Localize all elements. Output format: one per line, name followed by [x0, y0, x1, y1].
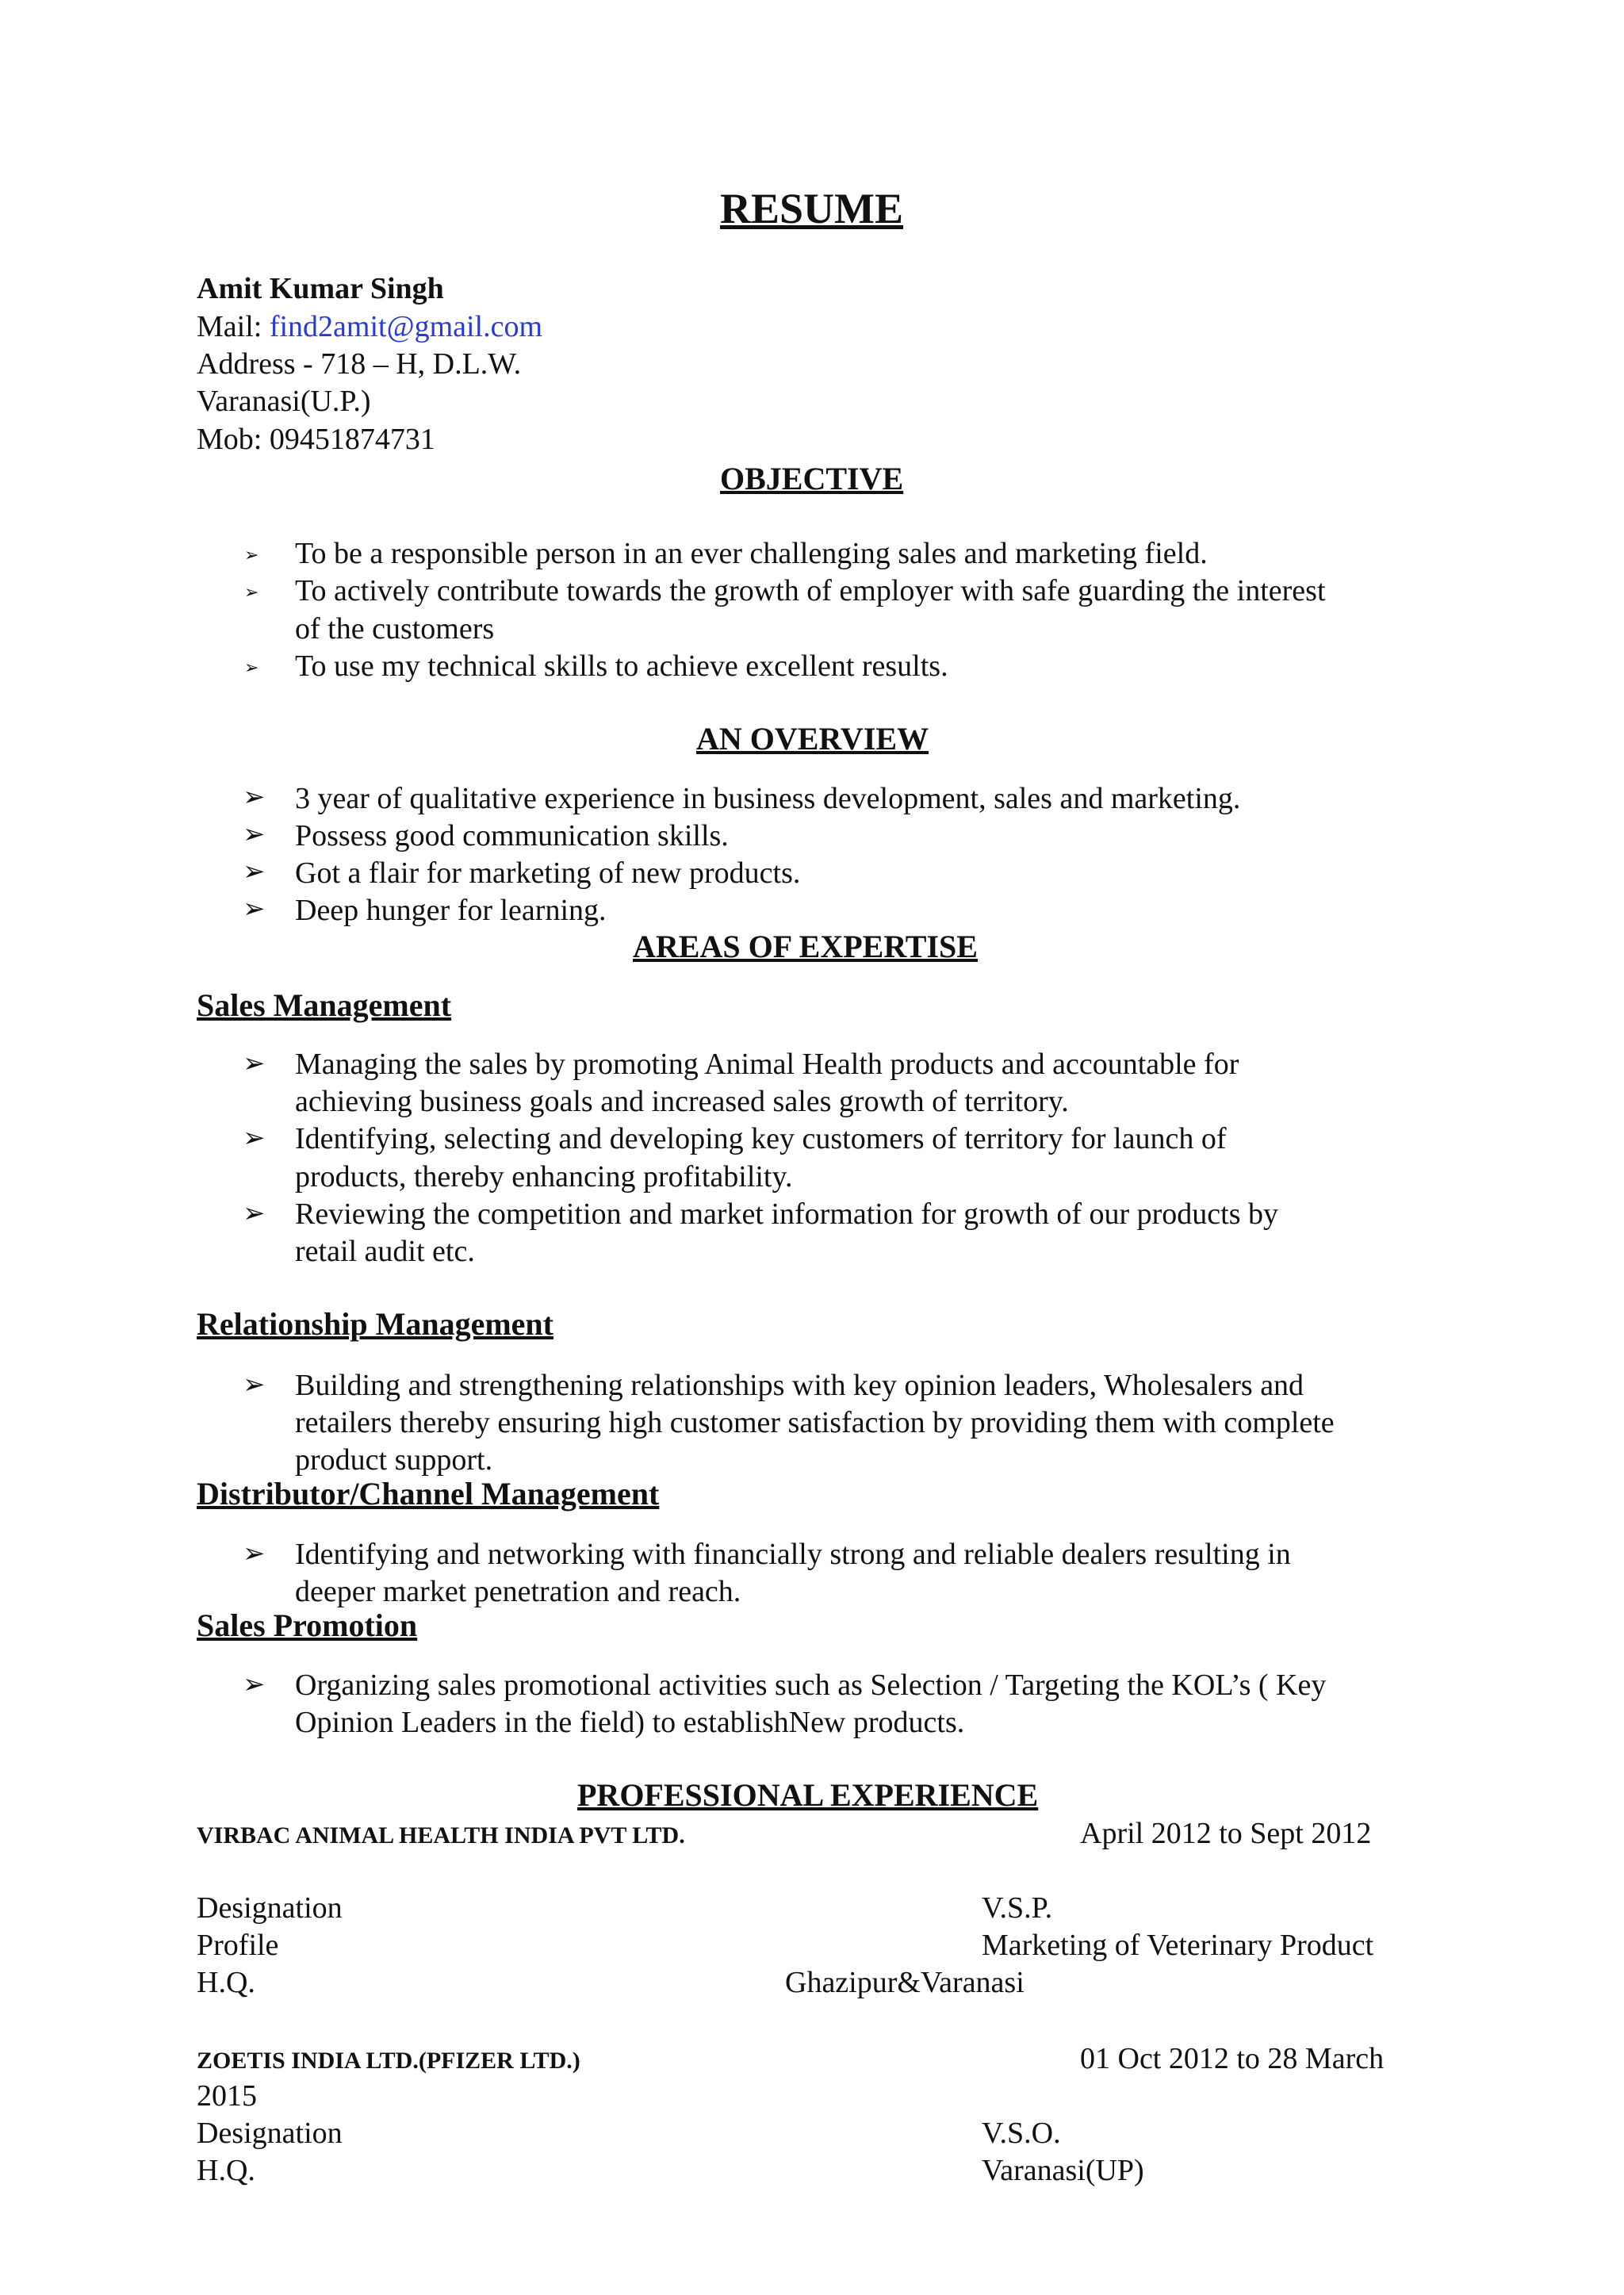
- sales-promotion-line: Organizing sales promotional activities such as Selection / Targeting the KOL’s ( Key: [295, 1669, 1327, 1702]
- objective-item: To actively contribute towards the growth of employer with safe guarding the interest: [295, 574, 1326, 607]
- bullet-arrow-icon: ➢: [243, 1048, 266, 1079]
- job-designation: V.S.O.: [982, 2117, 1061, 2150]
- relationship-management-heading: Relationship Management: [197, 1306, 553, 1342]
- objective-item: To use my technical skills to achieve excellent results.: [295, 649, 948, 683]
- expertise-heading: AREAS OF EXPERTISE: [633, 929, 978, 964]
- relationship-management-line: Building and strengthening relationships with key opinion leaders, Wholesalers and: [295, 1369, 1304, 1402]
- job-profile-label: Profile: [197, 1929, 279, 1962]
- job-profile: Marketing of Veterinary Product: [982, 1929, 1374, 1962]
- job-company: VIRBAC ANIMAL HEALTH INDIA PVT LTD.: [197, 1822, 685, 1849]
- bullet-arrow-icon: ➢: [243, 818, 266, 850]
- relationship-management-line: product support.: [295, 1443, 493, 1477]
- bullet-arrow-icon: ➢: [244, 658, 259, 678]
- bullet-arrow-icon: ➢: [243, 1122, 266, 1154]
- city-line: Varanasi(U.P.): [197, 385, 371, 418]
- overview-item: Possess good communication skills.: [295, 819, 729, 852]
- job-designation: V.S.P.: [982, 1891, 1053, 1925]
- address-line: Address - 718 – H, D.L.W.: [197, 347, 522, 381]
- overview-item: Deep hunger for learning.: [295, 894, 607, 927]
- overview-heading: AN OVERVIEW: [696, 721, 929, 757]
- job-company: ZOETIS INDIA LTD.(PFIZER LTD.): [197, 2048, 580, 2074]
- overview-item: 3 year of qualitative experience in business development, sales and marketing.: [295, 782, 1241, 815]
- experience-heading: PROFESSIONAL EXPERIENCE: [577, 1777, 1039, 1813]
- mail-label: Mail:: [197, 310, 262, 343]
- objective-heading: OBJECTIVE: [720, 461, 904, 496]
- bullet-arrow-icon: ➢: [243, 781, 266, 813]
- job-designation-label: Designation: [197, 1891, 343, 1925]
- sales-management-heading: Sales Management: [197, 987, 452, 1023]
- bullet-arrow-icon: ➢: [243, 1538, 266, 1569]
- bullet-arrow-icon: ➢: [244, 546, 259, 565]
- job-period: April 2012 to Sept 2012: [1080, 1817, 1372, 1850]
- job-period-cont: 2015: [197, 2079, 257, 2113]
- candidate-name: Amit Kumar Singh: [197, 272, 444, 305]
- sales-management-line: products, thereby enhancing profitability.: [295, 1160, 793, 1193]
- objective-item-cont: of the customers: [295, 612, 495, 646]
- sales-management-line: Reviewing the competition and market information for growth of our products by: [295, 1197, 1278, 1231]
- job-hq: Varanasi(UP): [982, 2154, 1144, 2187]
- page-title: RESUME: [720, 185, 904, 232]
- bullet-arrow-icon: ➢: [243, 1369, 266, 1400]
- job-designation-label: Designation: [197, 2117, 343, 2150]
- job-period: 01 Oct 2012 to 28 March: [1080, 2042, 1385, 2075]
- job-hq: Ghazipur&Varanasi: [785, 1966, 1025, 1999]
- channel-management-line: deeper market penetration and reach.: [295, 1575, 741, 1608]
- objective-item: To be a responsible person in an ever challenging sales and marketing field.: [295, 537, 1208, 570]
- bullet-arrow-icon: ➢: [243, 893, 266, 925]
- bullet-arrow-icon: ➢: [243, 1197, 266, 1229]
- bullet-arrow-icon: ➢: [243, 1669, 266, 1700]
- overview-item: Got a flair for marketing of new products.: [295, 856, 801, 890]
- sales-promotion-heading: Sales Promotion: [197, 1607, 418, 1643]
- sales-management-line: retail audit etc.: [295, 1235, 475, 1268]
- channel-management-heading: Distributor/Channel Management: [197, 1476, 660, 1511]
- mail-line: [197, 308, 542, 346]
- job-hq-label: H.Q.: [197, 2154, 255, 2187]
- relationship-management-line: retailers thereby ensuring high customer satisfaction by providing them with complete: [295, 1406, 1335, 1439]
- sales-management-line: achieving business goals and increased sales growth of territory.: [295, 1085, 1069, 1118]
- bullet-arrow-icon: ➢: [244, 583, 259, 603]
- sales-promotion-line: Opinion Leaders in the field) to establishNew products.: [295, 1706, 965, 1739]
- mobile-line: Mob: 09451874731: [197, 423, 435, 456]
- mail-link[interactable]: find2amit@gmail.com: [269, 310, 543, 343]
- sales-management-line: Managing the sales by promoting Animal Health products and accountable for: [295, 1048, 1239, 1081]
- sales-management-line: Identifying, selecting and developing key customers of territory for launch of: [295, 1122, 1227, 1155]
- bullet-arrow-icon: ➢: [243, 856, 266, 887]
- job-hq-label: H.Q.: [197, 1966, 255, 1999]
- channel-management-line: Identifying and networking with financially strong and reliable dealers resulting in: [295, 1538, 1291, 1571]
